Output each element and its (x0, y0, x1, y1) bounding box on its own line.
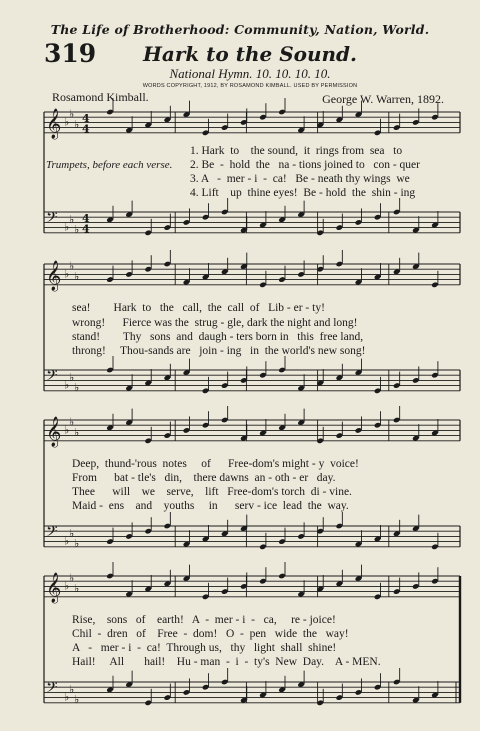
flat-sign-icon: ♭ (64, 378, 70, 392)
hymn-number: 319 (44, 39, 97, 68)
treble-clef-icon: 𝄞 (46, 261, 62, 291)
flat-sign-icon: ♭ (69, 415, 75, 429)
flat-sign-icon: ♭ (64, 690, 70, 704)
bass-clef-icon: 𝄢 (46, 209, 58, 230)
lyric-line: 4. Lift up thine eyes! Be - hold the shin - ing (190, 187, 416, 199)
flat-sign-icon: ♭ (64, 220, 70, 234)
flat-sign-icon: ♭ (74, 693, 80, 707)
time-signature: 4 (82, 122, 90, 136)
bass-clef-icon: 𝄢 (46, 679, 58, 700)
performance-instruction: Trumpets, before each verse. (46, 159, 173, 171)
flat-sign-icon: ♭ (69, 212, 75, 226)
flat-sign-icon: ♭ (74, 537, 80, 551)
lyric-line: wrong! Fierce was the strug - gle, dark the night and long! (72, 317, 358, 329)
flat-sign-icon: ♭ (69, 682, 75, 696)
treble-clef-icon: 𝄞 (46, 573, 62, 603)
flat-sign-icon: ♭ (64, 267, 70, 281)
flat-sign-icon: ♭ (64, 579, 70, 593)
flat-sign-icon: ♭ (69, 571, 75, 585)
flat-sign-icon: ♭ (69, 107, 75, 121)
flat-sign-icon: ♭ (74, 270, 80, 283)
bass-clef-icon: 𝄢 (46, 523, 58, 544)
time-signature: 4 (82, 212, 90, 225)
flat-sign-icon: ♭ (74, 223, 80, 237)
flat-sign-icon: ♭ (74, 582, 80, 595)
lyric-line: 3. A - mer - i - ca! Be - neath thy wings we (190, 173, 410, 185)
composer-credit: George W. Warren, 1892. (322, 92, 444, 106)
lyric-line: From bat - tle's din, there dawns an - oth - er day. (72, 472, 336, 484)
flat-sign-icon: ♭ (69, 259, 75, 273)
flat-sign-icon: ♭ (64, 115, 70, 129)
lyric-line: sea! Hark to the call, the call of Lib - er - ty! (72, 302, 325, 314)
flat-sign-icon: ♭ (69, 526, 75, 540)
treble-clef-icon: 𝄞 (46, 417, 62, 447)
lyric-line: 1. Hark to the sound, it rings from sea to (190, 145, 403, 157)
hymn-title: Hark to the Sound. (142, 42, 358, 66)
lyric-line: Chil - dren of Free - dom! O - pen wide the way! (72, 628, 349, 640)
treble-clef-icon: 𝄞 (46, 109, 62, 139)
lyric-line: Hail! All hail! Hu - man - i - ty's New Day. A - MEN. (72, 656, 381, 668)
lyric-line: Maid - ens and youths in serv - ice lead the way. (72, 500, 349, 512)
flat-sign-icon: ♭ (64, 534, 70, 548)
flat-sign-icon: ♭ (64, 423, 70, 437)
flat-sign-icon: ♭ (74, 381, 80, 395)
lyric-line: Deep, thund-'rous notes of Free-dom's might - y voice! (72, 458, 359, 470)
flat-sign-icon: ♭ (74, 118, 80, 131)
flat-sign-icon: ♭ (74, 426, 80, 439)
running-header: The Life of Brotherhood: Community, Nation, World. (50, 22, 430, 37)
time-signature: 4 (82, 112, 90, 125)
time-signature: 4 (82, 222, 90, 236)
copyright-notice: WORDS COPYRIGHT, 1912, BY ROSAMOND KIMBALL. USED BY PERMISSION (142, 83, 358, 89)
lyric-line: 2. Be - hold the na - tions joined to con - quer (190, 159, 420, 171)
bass-clef-icon: 𝄢 (46, 367, 58, 388)
lyric-line: A - mer - i - ca! Through us, thy light shall shine! (72, 642, 337, 654)
lyric-line: stand! Thy sons and daugh - ters born in this free land, (72, 331, 364, 343)
lyric-line: Thee will we serve, lift Free-dom's torch di - vine. (72, 486, 352, 498)
lyric-line: throng! Thou-sands are join - ing in the world's new song! (72, 345, 366, 357)
flat-sign-icon: ♭ (69, 370, 75, 384)
lyric-line: Rise, sons of earth! A - mer - i - ca, re - joice! (72, 614, 336, 626)
author-credit: Rosamond Kimball. (52, 90, 149, 104)
tune-name: National Hymn. 10. 10. 10. 10. (169, 66, 331, 81)
